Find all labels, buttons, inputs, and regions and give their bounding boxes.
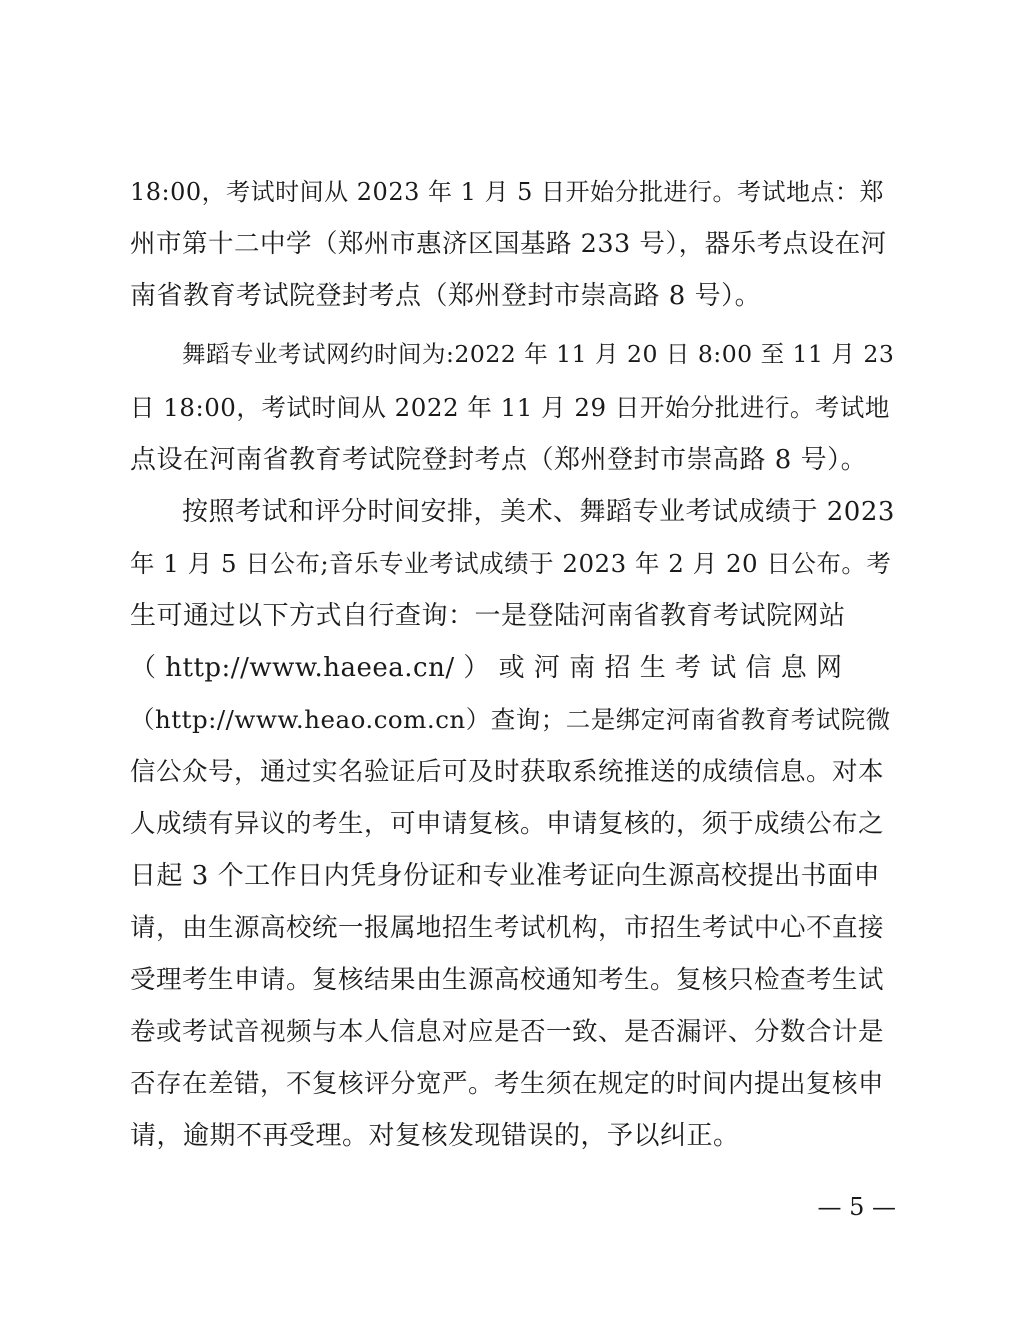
text-line: 人成绩有异议的考生，可申请复核。申请复核的，须于成绩公布之 <box>130 809 885 839</box>
text-line: （http://www.heao.com.cn）查询；二是绑定河南省教育考试院微 <box>130 705 891 734</box>
text-line: 否存在差错，不复核评分宽严。考生须在规定的时间内提出复核申 <box>130 1069 885 1099</box>
text-line: 州市第十二中学（郑州市惠济区国基路 233 号），器乐考点设在河 <box>130 229 887 259</box>
text-line: 按照考试和评分时间安排，美术、舞蹈专业考试成绩于 2023 <box>182 497 895 527</box>
text-line: 年 1 月 5 日公布;音乐专业考试成绩于 2023 年 2 月 20 日公布。考 <box>130 549 892 578</box>
text-line: 日 18:00，考试时间从 2022 年 11 月 29 日开始分批进行。考试地 <box>130 393 890 422</box>
text-line: 18:00，考试时间从 2023 年 1 月 5 日开始分批进行。考试地点：郑 <box>130 178 885 206</box>
text-line: 受理考生申请。复核结果由生源高校通知考生。复核只检查考生试 <box>130 965 885 995</box>
text-line: 请，由生源高校统一报属地招生考试机构，市招生考试中心不直接 <box>130 913 885 943</box>
text-line: 日起 3 个工作日内凭身份证和专业准考证向生源高校提出书面申 <box>130 861 881 891</box>
text-line: 信公众号，通过实名验证后可及时获取系统推送的成绩信息。对本 <box>130 757 885 787</box>
text-line: 请，逾期不再受理。对复核发现错误的，予以纠正。 <box>130 1121 740 1151</box>
text-line: 生可通过以下方式自行查询：一是登陆河南省教育考试院网站 <box>130 601 846 631</box>
text-line: （ http://www.haeea.cn/ ） 或 河 南 招 生 考 试 信 息 网 <box>130 653 843 683</box>
text-line: 南省教育考试院登封考点（郑州登封市崇高路 8 号）。 <box>130 281 762 311</box>
text-line: 点设在河南省教育考试院登封考点（郑州登封市崇高路 8 号）。 <box>130 445 868 475</box>
text-line: 卷或考试音视频与本人信息对应是否一致、是否漏评、分数合计是 <box>130 1017 885 1047</box>
text-line: 舞蹈专业考试网约时间为:2022 年 11 月 20 日 8:00 至 11 月 23 <box>182 340 895 368</box>
page-number: — 5 — <box>817 1193 896 1221</box>
